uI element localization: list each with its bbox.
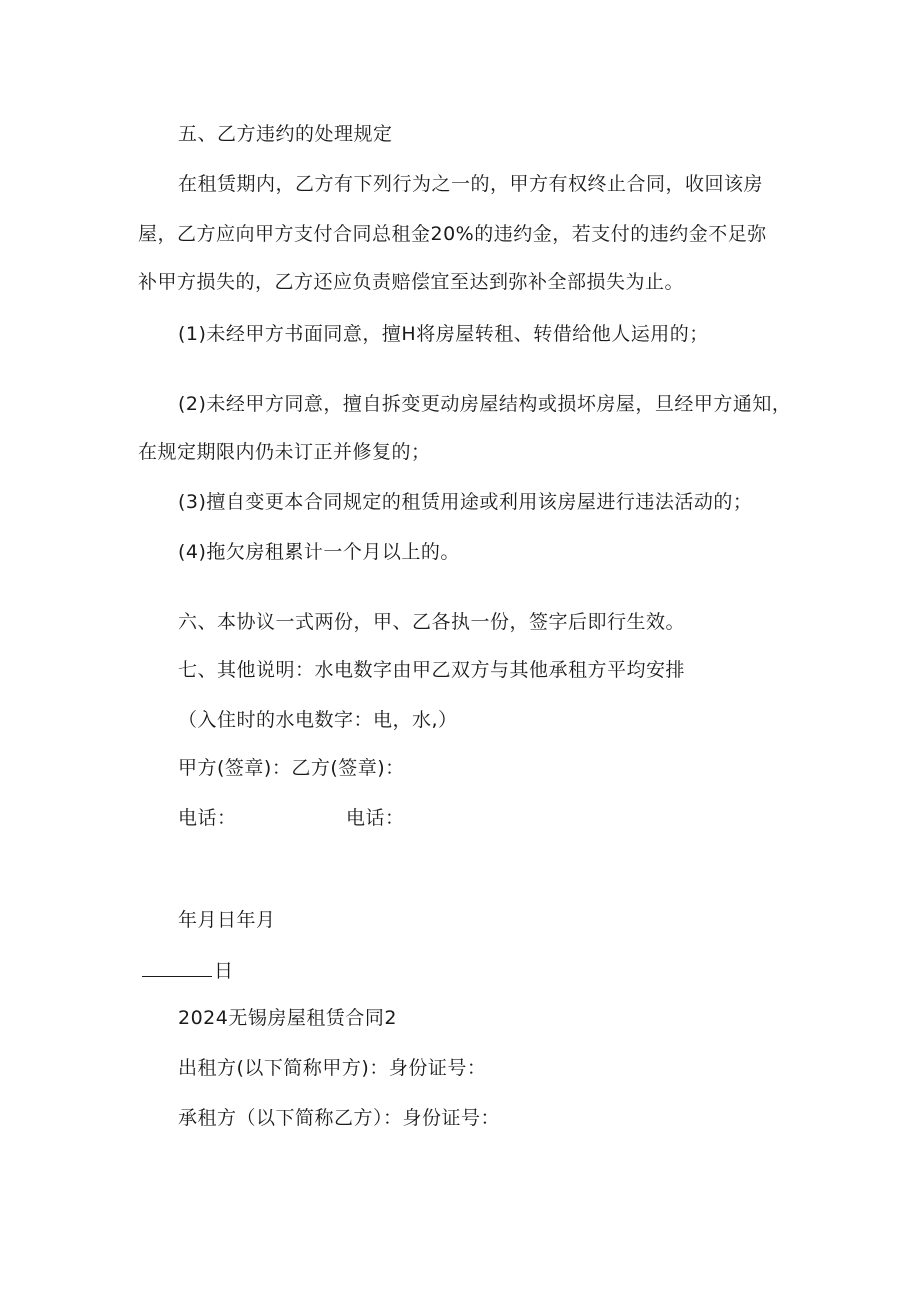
violation-item-2-line-2: 在规定期限内仍未订正并修复的； <box>138 441 431 463</box>
section-5-paragraph-line-3: 补甲方损失的，乙方还应负责赔偿宜至达到弥补全部损失为止。 <box>138 271 685 293</box>
section-5-heading: 五、乙方违约的处理规定 <box>178 123 393 145</box>
party-b-phone-label: 电话： <box>346 807 405 829</box>
lessor-line: 出租方(以下简称甲方)：身份证号： <box>178 1057 487 1079</box>
violation-item-2-line-1: (2)未经甲方同意，擅自拆变更动房屋结构或损坏房屋，旦经甲方通知， <box>178 393 792 415</box>
section-5-paragraph-line-2: 屋，乙方应向甲方支付合同总租金20%的违约金，若支付的违约金不足弥 <box>138 223 767 245</box>
violation-item-4: (4)拖欠房租累计一个月以上的。 <box>178 541 460 563</box>
signature-line: 甲方(签章)：乙方(签章)： <box>178 757 405 779</box>
lessee-line: 承租方（以下简称乙方）：身份证号： <box>178 1107 501 1129</box>
day-label: 日 <box>214 960 234 982</box>
meter-reading-note: （入住时的水电数字：电，水,） <box>178 709 458 731</box>
day-line <box>142 958 234 983</box>
next-contract-title: 2024无锡房屋租赁合同2 <box>178 1007 397 1029</box>
section-6-text: 六、本协议一式两份，甲、乙各执一份，签字后即行生效。 <box>178 611 686 633</box>
party-a-phone-label: 电话： <box>178 807 237 829</box>
violation-item-3: (3)擅自变更本合同规定的租赁用途或利用该房屋进行违法活动的； <box>178 491 753 513</box>
violation-item-1: (1)未经甲方书面同意，擅H将房屋转租、转借给他人运用的； <box>178 323 709 345</box>
date-line: 年月日年月 <box>178 909 276 931</box>
section-5-paragraph-line-1: 在租赁期内，乙方有下列行为之一的，甲方有权终止合同，收回该房 <box>178 173 764 195</box>
day-blank-underline <box>142 958 212 977</box>
section-7-text: 七、其他说明：水电数字由甲乙双方与其他承租方平均安排 <box>178 659 686 681</box>
